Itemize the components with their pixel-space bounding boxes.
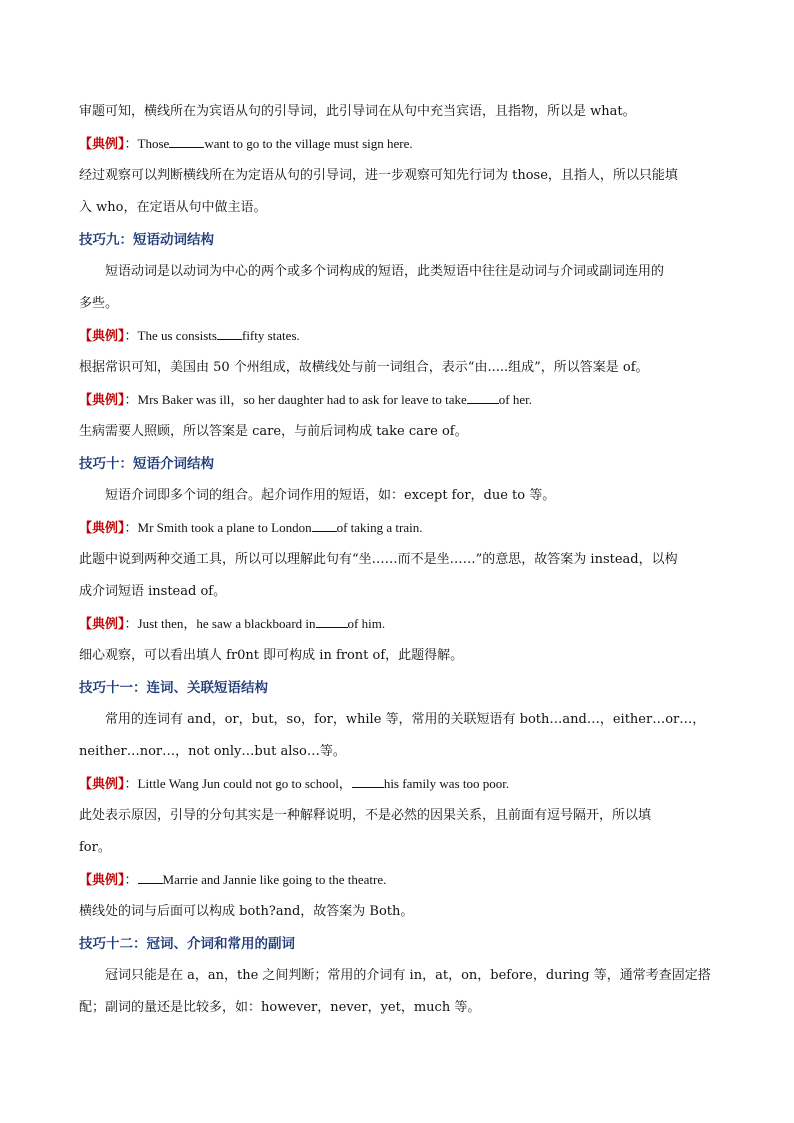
paragraph-line: for。 <box>79 840 111 855</box>
indented-paragraph-line: 冠词只能是在 a，an，the 之间判断；常用的介词有 in，at，on，before，during 等，通常考查固定搭 <box>105 968 711 983</box>
paragraph-line: 细心观察，可以看出填人 fr0nt 即可构成 in front of，此题得解。 <box>79 648 464 663</box>
example-tag: 【典例】 <box>79 329 125 344</box>
example-text-after-blank: his family was too poor. <box>383 776 510 791</box>
paragraph-line: 生病需要人照顾，所以答案是 care，与前后词构成 take care of。 <box>79 424 468 439</box>
example-text-after-blank: of taking a train. <box>336 520 423 535</box>
example-colon: ： <box>124 777 138 792</box>
example-text-before-blank: Little Wang Jun could not go to school， <box>137 776 352 791</box>
paragraph-line: 根据常识可知，美国由 50 个州组成，故横线处与前一词组合，表示“由.....组成”，所以答案是 of。 <box>79 360 649 375</box>
example-tag: 【典例】 <box>79 777 125 792</box>
example-line <box>79 384 719 416</box>
example-colon: ： <box>124 521 138 536</box>
paragraph-line: 横线处的词与后面可以构成 both?and，故答案为 Both。 <box>79 904 414 919</box>
example-text-before-blank: Mrs Baker was ill，so her daughter had to ask for leave to take <box>137 392 467 407</box>
fill-in-blank <box>316 615 348 628</box>
example-text-before-blank: Just then，he saw a blackboard in <box>137 616 316 631</box>
indented-paragraph-line: 短语介词即多个词的组合。起介词作用的短语，如：except for，due to 等。 <box>105 488 556 503</box>
example-tag: 【典例】 <box>79 521 125 536</box>
paragraph-line: 配；副词的量还是比较多，如：however，never，yet，much 等。 <box>79 1000 481 1015</box>
example-colon: ： <box>124 137 138 152</box>
example-tag: 【典例】 <box>79 393 125 408</box>
indented-paragraph-line: 常用的连词有 and，or，but，so，for，while 等，常用的关联短语有 both…and…，either…or…， <box>105 712 706 727</box>
section-heading: 技巧九：短语动词结构 <box>79 232 214 248</box>
fill-in-blank <box>467 391 499 404</box>
fill-in-blank <box>217 327 242 340</box>
example-tag: 【典例】 <box>79 137 125 152</box>
paragraph-line: 此题中说到两种交通工具，所以可以理解此句有“坐……而不是坐……”的意思，故答案为 instead，以构 <box>79 552 678 567</box>
section-heading: 技巧十一：连词、关联短语结构 <box>79 680 268 696</box>
example-text-after-blank: of him. <box>347 616 386 631</box>
fill-in-blank <box>169 135 204 148</box>
indented-paragraph-line: 短语动词是以动词为中心的两个或多个词构成的短语，此类短语中往往是动词与介词或副词连用的 <box>105 264 665 279</box>
paragraph-line: 多些。 <box>79 296 119 311</box>
example-tag: 【典例】 <box>79 873 125 888</box>
paragraph-line: 经过观察可以判断横线所在为定语从句的引导词，进一步观察可知先行词为 those，且指人，所以只能填 <box>79 168 678 183</box>
example-text-before-blank: Those <box>137 136 170 151</box>
example-text-after-blank: of her. <box>498 392 532 407</box>
fill-in-blank <box>312 519 337 532</box>
example-line <box>79 608 719 640</box>
section-heading: 技巧十：短语介词结构 <box>79 456 214 472</box>
example-text-after-blank: fifty states. <box>241 328 300 343</box>
example-colon: ： <box>124 329 138 344</box>
example-colon: ： <box>124 393 138 408</box>
example-text-after-blank: Marrie and Jannie like going to the theatre. <box>162 872 387 887</box>
example-line <box>79 512 719 544</box>
document-body <box>79 96 719 1024</box>
paragraph-line: 成介词短语 instead of。 <box>79 584 227 599</box>
fill-in-blank <box>352 775 384 788</box>
example-line <box>79 320 719 352</box>
example-text-before-blank: The us consists <box>137 328 217 343</box>
example-text-before-blank: Mr Smith took a plane to London <box>137 520 312 535</box>
example-text-after-blank: want to go to the village must sign here. <box>204 136 413 151</box>
example-colon: ： <box>124 873 138 888</box>
example-colon: ： <box>124 617 138 632</box>
fill-in-blank <box>138 871 163 884</box>
paragraph-line: 入 who，在定语从句中做主语。 <box>79 200 267 215</box>
example-tag: 【典例】 <box>79 617 125 632</box>
paragraph-line: 此处表示原因，引导的分句其实是一种解释说明，不是必然的因果关系，且前面有逗号隔开，所以填 <box>79 808 652 823</box>
example-line <box>79 768 719 800</box>
example-line <box>79 128 719 160</box>
paragraph-line: neither…nor…，not only…but also…等。 <box>79 744 346 759</box>
paragraph-line: 审题可知，横线所在为宾语从句的引导词，此引导词在从句中充当宾语，且指物，所以是 what。 <box>79 104 636 119</box>
section-heading: 技巧十二：冠词、介词和常用的副词 <box>79 936 295 952</box>
example-line <box>79 864 719 896</box>
